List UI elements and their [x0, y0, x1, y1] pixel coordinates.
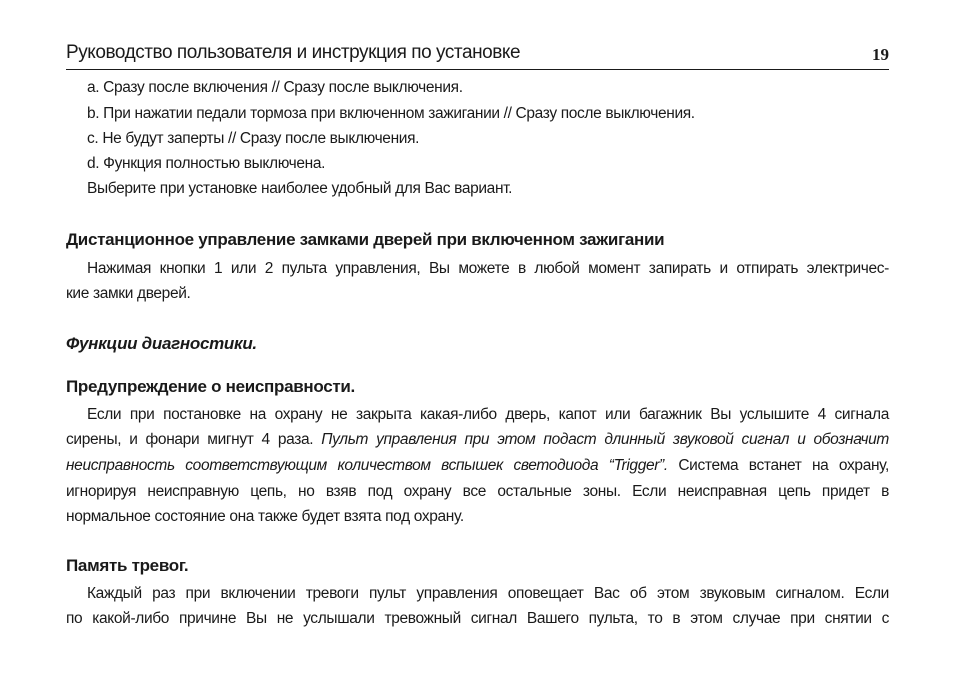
malfunction-italic-segment: Пульт управления при этом подаст длинный звуковой сигнал и обозначит — [321, 431, 889, 448]
option-d: d. Функция полностью выключена. — [87, 155, 326, 172]
malfunction-text-line: игнорируя неисправную цепь, но взяв под охрану все остальные зоны. Если неисправная цепь придет в — [66, 483, 889, 500]
malfunction-text-line — [66, 456, 889, 476]
option-c: c. Не будут заперты // Сразу после выключения. — [87, 130, 420, 147]
option-a: a. Сразу после включения // Сразу после выключения. — [87, 79, 463, 96]
option-b: b. При нажатии педали тормоза при включенном зажигании // Сразу после выключения. — [87, 105, 695, 122]
malfunction-text-segment: сирены, и фонари мигнут 4 раза. — [66, 431, 314, 448]
remote-doors-text-line: Нажимая кнопки 1 или 2 пульта управления, Вы можете в любой момент запирать и отпирать электричес- — [87, 260, 889, 277]
page-number: 19 — [872, 45, 889, 64]
malfunction-text-segment: Система встанет на охрану, — [678, 457, 889, 474]
alarm-memory-heading: Память тревог. — [66, 556, 189, 575]
remote-doors-heading: Дистанционное управление замками дверей при включенном зажигании — [66, 230, 665, 249]
alarm-memory-text-line: по какой-либо причине Вы не услышали тревожный сигнал Вашего пульта, то в этом случае при снятии с — [66, 610, 889, 627]
diagnostics-heading: Функции диагностики. — [66, 334, 257, 353]
malfunction-text-line: Если при постановке на охрану не закрыта какая-либо дверь, капот или багажник Вы услышите 4 сигнала — [87, 406, 889, 423]
malfunction-heading: Предупреждение о неисправности. — [66, 377, 355, 396]
malfunction-text-line: нормальное состояние она также будет взята под охрану. — [66, 508, 464, 525]
malfunction-italic-segment: неисправность соответствующим количеством вспышек светодиода “Trigger”. — [66, 457, 668, 474]
alarm-memory-text-line: Каждый раз при включении тревоги пульт управления оповещает Вас об этом звуковым сигналом. Если — [87, 585, 889, 602]
malfunction-text-line — [66, 430, 889, 450]
remote-doors-text-line: кие замки дверей. — [66, 285, 191, 302]
page-header — [66, 40, 889, 70]
option-note: Выберите при установке наиболее удобный для Вас вариант. — [87, 180, 513, 197]
header-title: Руководство пользователя и инструкция по установке — [66, 42, 521, 63]
